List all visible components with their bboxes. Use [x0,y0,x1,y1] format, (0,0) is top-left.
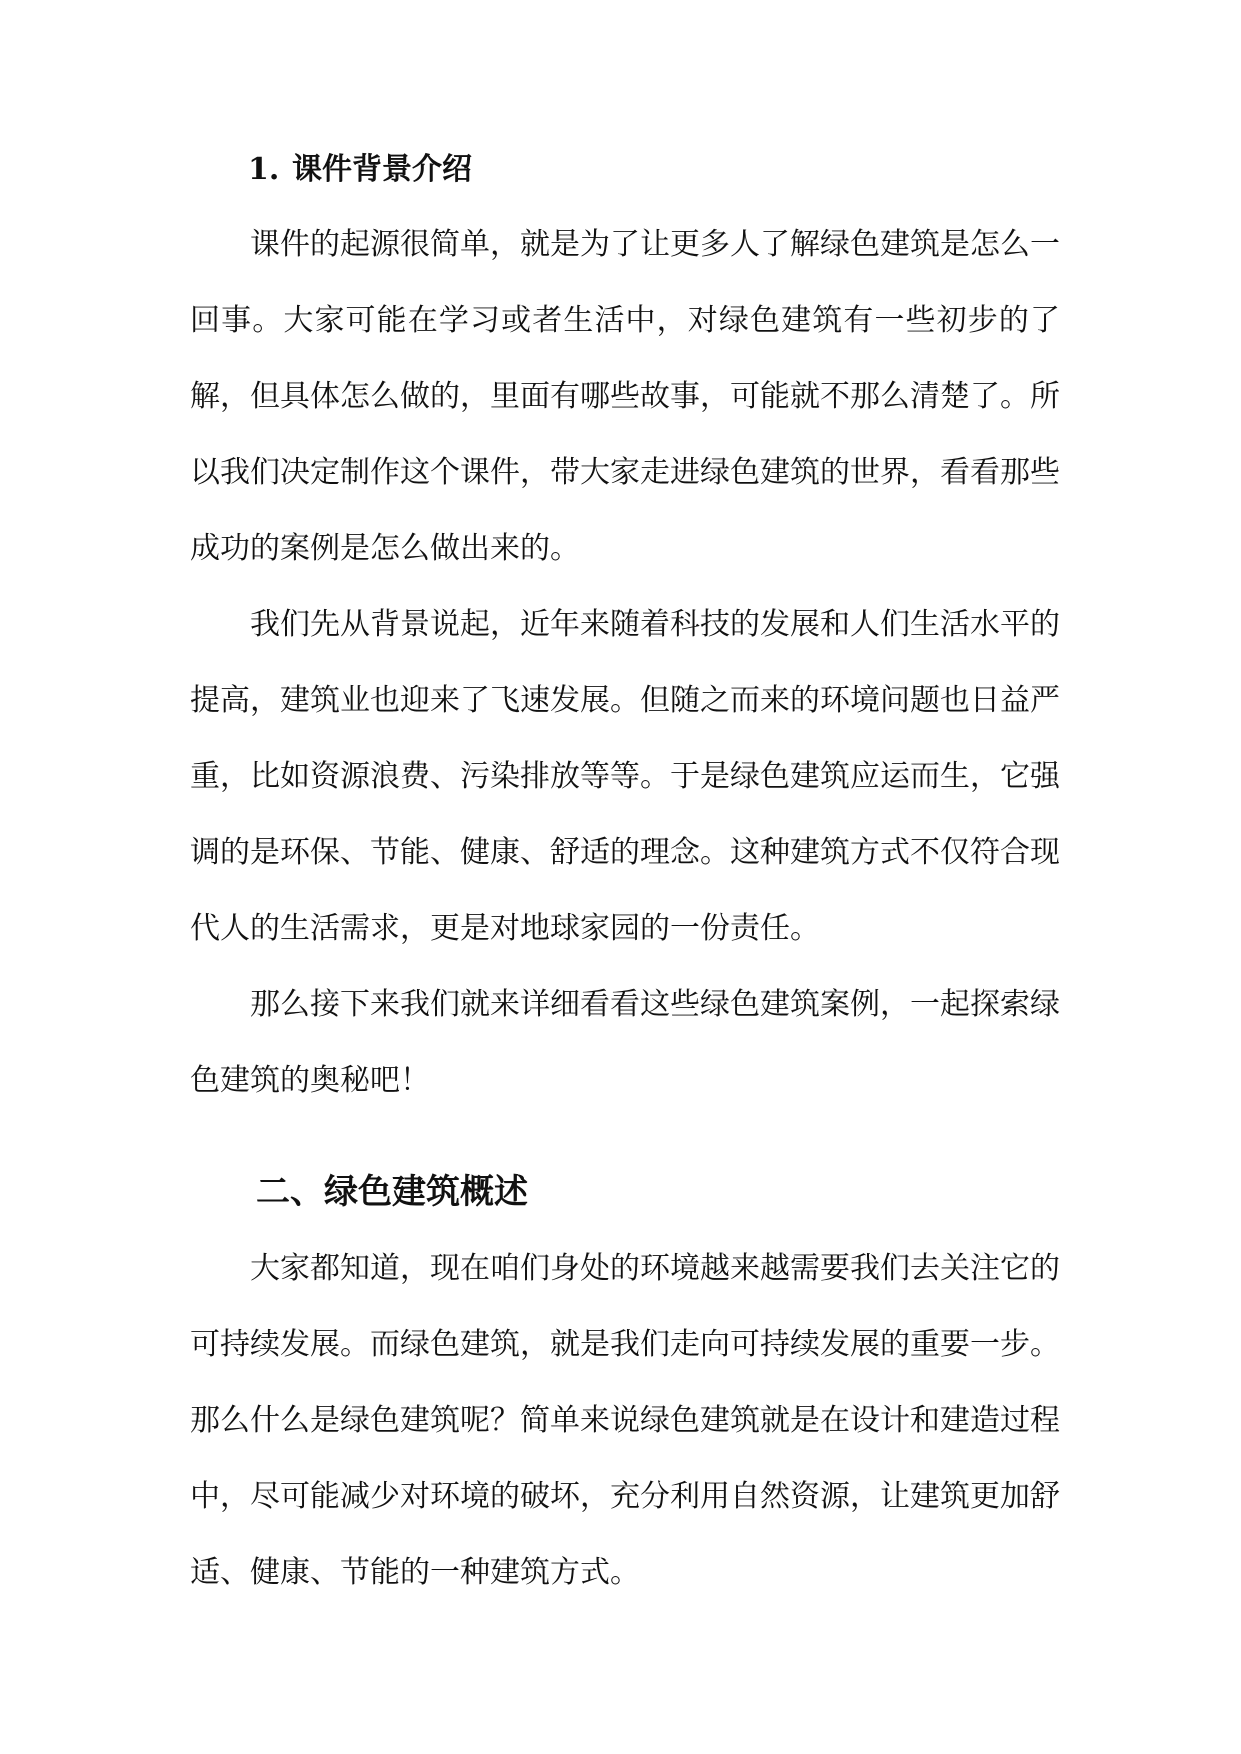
section-2-heading: 二、绿色建筑概述 [256,1172,528,1212]
section-1-paragraph-1: 课件的起源很简单，就是为了让更多人了解绿色建筑是怎么一回事。大家可能在学习或者生活中，对绿色建筑有一些初步的了解，但具体怎么做的，里面有哪些故事，可能就不那么清楚了。所以我们决定制作这个课件，带大家走进绿色建筑的世界，看看那些成功的案例是怎么做出来的。 [190,227,1060,566]
section-1-paragraph-3: 那么接下来我们就来详细看看这些绿色建筑案例，一起探索绿色建筑的奥秘吧！ [190,987,1060,1098]
section-1-paragraph-2: 我们先从背景说起，近年来随着科技的发展和人们生活水平的提高，建筑业也迎来了飞速发展。但随之而来的环境问题也日益严重，比如资源浪费、污染排放等等。于是绿色建筑应运而生，它强调的是环保、节能、健康、舒适的理念。这种建筑方式不仅符合现代人的生活需求，更是对地球家园的一份责任。 [190,607,1060,946]
section-1-number: 1. [248,152,280,187]
section-2-paragraph-1: 大家都知道，现在咱们身处的环境越来越需要我们去关注它的可持续发展。而绿色建筑，就是我们走向可持续发展的重要一步。那么什么是绿色建筑呢？简单来说绿色建筑就是在设计和建造过程中，尽可能减少对环境的破坏，充分利用自然资源，让建筑更加舒适、健康、节能的一种建筑方式。 [190,1251,1060,1590]
section-1-title: 课件背景介绍 [292,152,472,187]
section-1-heading [248,150,472,190]
